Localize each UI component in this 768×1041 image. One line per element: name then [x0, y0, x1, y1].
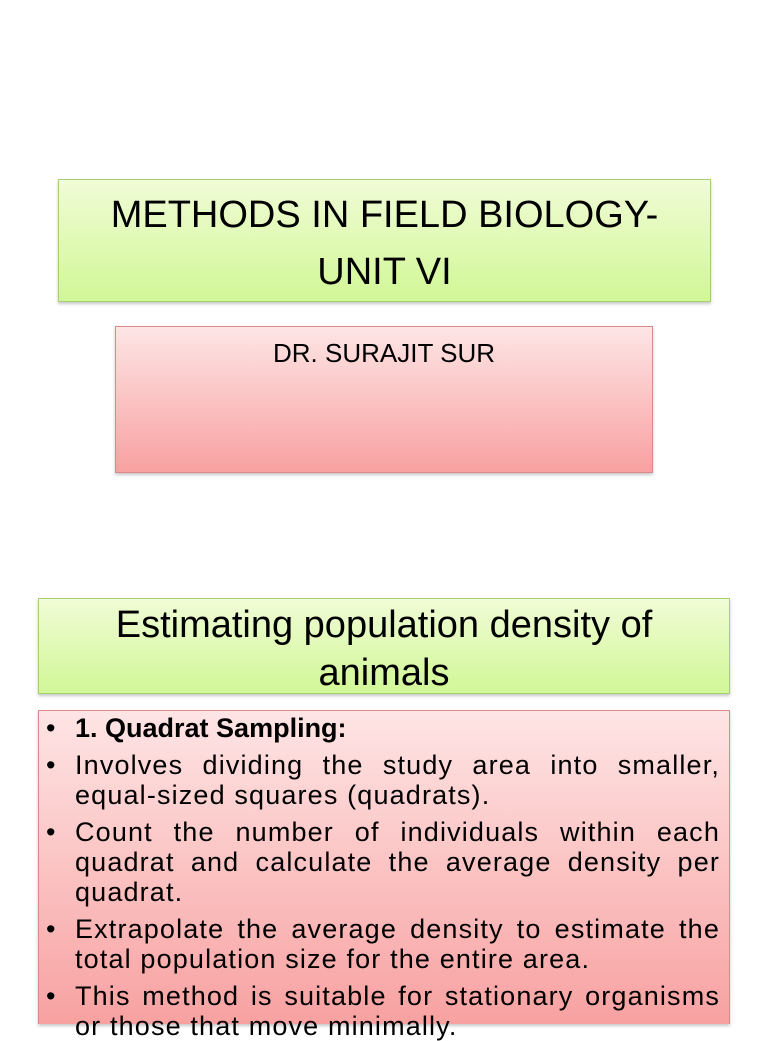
bullet-marker: • [46, 914, 56, 944]
slide-2 [0, 512, 768, 1041]
bullet-item-heading [46, 713, 720, 743]
bullet-list [46, 713, 720, 1041]
title-line-1: METHODS IN FIELD BIOLOGY- [110, 194, 659, 236]
bullet-item [46, 817, 720, 907]
slide-1 [0, 0, 768, 512]
bullet-item [46, 914, 720, 974]
bullet-item [46, 981, 720, 1041]
title-box [58, 179, 711, 302]
bullet-marker: • [46, 981, 56, 1011]
bullet-text: This method is suitable for stationary organisms or those that move minimally. [75, 981, 720, 1041]
bullet-text: Extrapolate the average density to estimate the total population size for the entire area. [75, 914, 720, 974]
bullet-marker: • [46, 713, 56, 743]
bullet-marker: • [46, 817, 56, 847]
bullet-text: Count the number of individuals within each quadrat and calculate the average density per quadrat. [75, 817, 720, 907]
bullet-text: 1. Quadrat Sampling: [75, 713, 347, 743]
content-box [38, 710, 730, 1041]
bullet-marker: • [46, 750, 56, 780]
bullet-text: Involves dividing the study area into smaller, equal-sized squares (quadrats). [75, 750, 720, 810]
title-line-2: UNIT VI [317, 251, 452, 293]
section-title: Estimating population density of animals [115, 604, 653, 694]
bullet-item [46, 750, 720, 810]
subtitle-box [115, 326, 653, 473]
author-name: DR. SURAJIT SUR [273, 338, 495, 368]
section-title-box [38, 598, 730, 694]
